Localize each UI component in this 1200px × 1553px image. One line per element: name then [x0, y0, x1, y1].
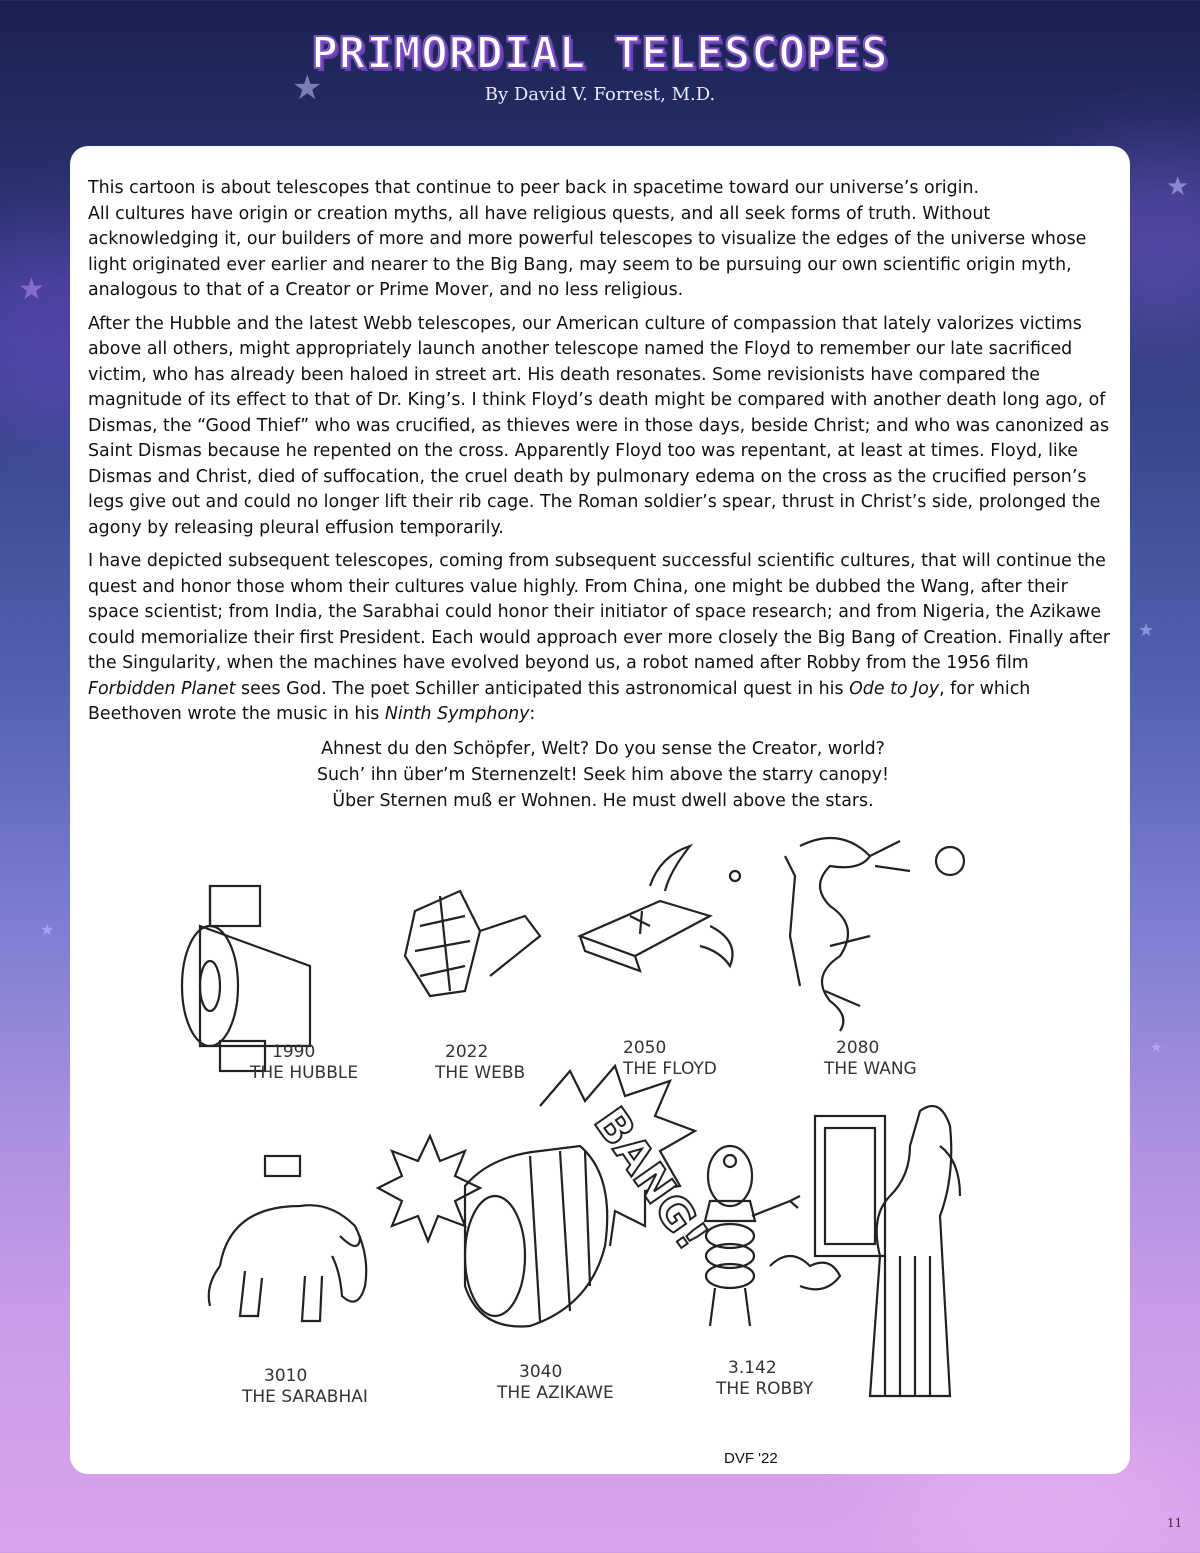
panel-caption-floyd [623, 1038, 717, 1080]
panel-year: 2080 [836, 1038, 880, 1058]
star-icon: ★ [1150, 1040, 1163, 1056]
star-icon: ★ [1166, 172, 1190, 202]
paragraph-3: I have depicted subsequent telescopes, coming from subsequent successful scientific cultures, that will continue the quest and honor those whom their cultures value highly. From China, one might be dubbed the Wang, after their space scientist; from India, the Sarabhai could honor their initiator of space research; and from Nigeria, the Azikawe could memorialize their first President. Each would approach ever more closely the Big Bang of Creation. Finally after the Singularity, when the machines have evolved beyond us, a robot named after Robby from the 1956 film Forbidden Planet sees God. The poet Schiller anticipated this astronomical quest in his Ode to Joy, for which Beethoven wrote the music in his Ninth Symphony: [88, 551, 1110, 724]
paragraph-1 [88, 176, 1118, 304]
poem-title: Ode to Joy [849, 678, 940, 699]
panel-caption-robby [716, 1358, 813, 1400]
robby-drawing [705, 1146, 840, 1326]
artist-signature: DVF '22 [724, 1450, 778, 1467]
film-title: Forbidden Planet [88, 678, 236, 699]
verse-line: Such’ ihn über’m Sternenzelt! Seek him above the starry canopy! [317, 764, 889, 785]
byline: By David V. Forrest, M.D. [484, 84, 716, 105]
paragraph-2: After the Hubble and the latest Webb telescopes, our American culture of compassion that lately valorizes victims above all others, might appropriately launch another telescope named the Floyd to remember our late sacrificed victim, who has already been haloed in street art. His death resonates. Some revisionists have compared the magnitude of its effect to that of Dr. King’s. I think Floyd’s death might be compared with another death long ago, of Dismas, the “Good Thief” who was crucified, as thieves were in those days, beside Christ; and who was canonized as Saint Dismas because he repented on the cross. Apparently Floyd too was repentant, at least at times. Floyd, like Dismas and Christ, died of suffocation, the cruel death by pulmonary edema on the cross as the crucified person’s legs give out and could no longer lift their rib cage. The Roman soldier’s spear, thrust in Christ’s side, prolonged the agony by releasing pleural effusion temporarily. [88, 313, 1110, 538]
floyd-drawing [580, 846, 733, 971]
sarabhai-drawing [209, 1156, 367, 1321]
god-drawing [815, 1106, 960, 1396]
panel-caption-sarabhai [242, 1366, 368, 1408]
panel-name: THE HUBBLE [250, 1063, 359, 1083]
article-body [88, 176, 1118, 814]
panel-year: 3040 [519, 1362, 563, 1382]
panel-name: THE ROBBY [716, 1379, 814, 1399]
panel-name: THE SARABHAI [242, 1387, 368, 1407]
star-icon: ★ [292, 68, 323, 108]
article-card [70, 146, 1130, 1474]
panel-name: THE AZIKAWE [497, 1383, 614, 1403]
webb-drawing [405, 891, 540, 996]
panel-caption-wang [824, 1038, 917, 1080]
page-title: PRIMORDIAL TELESCOPES [311, 28, 889, 79]
panel-year: 1990 [272, 1042, 316, 1062]
bang-text: BANG! [583, 1098, 718, 1260]
verse-quote [88, 736, 1118, 814]
wang-drawing [730, 838, 964, 1031]
verse-line: Über Sternen muß er Wohnen. He must dwell above the stars. [332, 790, 874, 811]
panel-year: 3.142 [728, 1358, 777, 1378]
panel-name: THE FLOYD [623, 1059, 717, 1079]
panel-caption-hubble [250, 1042, 358, 1084]
panel-name: THE WANG [824, 1059, 917, 1079]
panel-name: THE WEBB [435, 1063, 526, 1083]
panel-year: 3010 [264, 1366, 308, 1386]
paragraph-1-rest: All cultures have origin or creation myths, all have religious quests, and all seek forms of truth. Without acknowledging it, our builders of more and more powerful telescopes to visualize the edges of the universe whose light originated ever earlier and nearer to the Big Bang, may seem to be pursuing our own scientific origin myth, analogous to that of a Creator or Prime Mover, and no less religious. [88, 203, 1087, 300]
page-number: 11 [1167, 1516, 1183, 1530]
star-icon: ★ [1138, 620, 1155, 641]
cartoon-illustration [70, 816, 1130, 1436]
panel-caption-azikawe [497, 1362, 614, 1404]
azikawe-drawing [465, 1066, 718, 1327]
panel-caption-webb [435, 1042, 525, 1084]
star-icon: ★ [40, 920, 55, 939]
symphony-title: Ninth Symphony [384, 704, 530, 724]
star-icon: ★ [18, 272, 45, 307]
panel-year: 2022 [445, 1042, 489, 1062]
panel-year: 2050 [623, 1038, 667, 1058]
paragraph-1-first-line: This cartoon is about telescopes that continue to peer back in spacetime toward our universe’s origin. [88, 178, 980, 198]
verse-line: Ahnest du den Schöpfer, Welt? Do you sense the Creator, world? [321, 738, 885, 759]
